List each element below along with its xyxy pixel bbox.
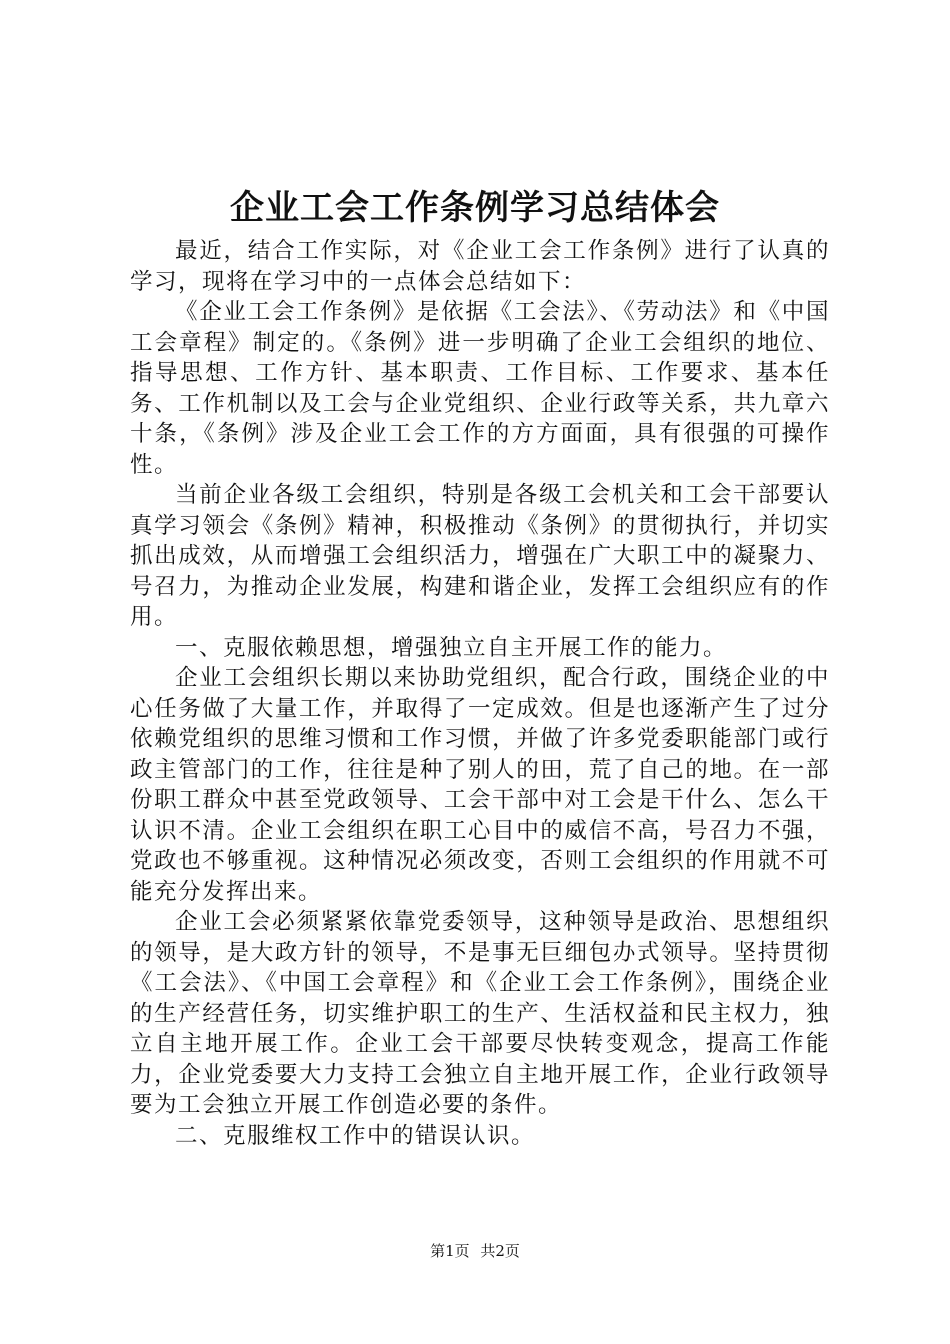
- page-footer: [0, 1241, 950, 1261]
- section-heading-1: 一、克服依赖思想，增强独立自主开展工作的能力。: [175, 634, 728, 661]
- section-heading-2: 二、克服维权工作中的错误认识。: [175, 1122, 536, 1149]
- paragraph-regulation-basis: 《企业工会工作条例》是依据《工会法》、《劳动法》和《中国工会章程》制定的。《条例》进一步明确了企业工会组织的地位、指导思想、工作方针、基本职责、工作目标、工作要求、基本任务、工作机制以及工会与企业党组织、企业行政等关系，共九章六十条，《条例》涉及企业工会工作的方方面面，具有很强的可操作性。: [130, 299, 830, 478]
- paragraph-party-leadership: 企业工会必须紧紧依靠党委领导，这种领导是政治、思想组织的领导，是大政方针的领导，不是事无巨细包办式领导。坚持贯彻《工会法》、《中国工会章程》和《企业工会工作条例》，围绕企业的生产经营任务，切实维护职工的生产、生活权益和民主权力，独立自主地开展工作。企业工会干部要尽快转变观念，提高工作能力，企业党委要大力支持工会独立自主地开展工作，企业行政领导要为工会独立开展工作创造必要的条件。: [130, 909, 830, 1118]
- document-title: 企业工会工作条例学习总结体会: [230, 188, 720, 228]
- page-total: 共2页: [480, 1242, 520, 1260]
- page-number: 第1页: [430, 1242, 470, 1260]
- paragraph-dependency-issue: 企业工会组织长期以来协助党组织，配合行政，围绕企业的中心任务做了大量工作，并取得了一定成效。但是也逐渐产生了过分依赖党组织的思维习惯和工作习惯，并做了许多党委职能部门或行政主管部门的工作，往往是种了别人的田，荒了自己的地。在一部份职工群众中甚至党政领导、工会干部中对工会是干什么、怎么干认识不清。企业工会组织在职工心目中的威信不高，号召力不强，党政也不够重视。这种情况必须改变，否则工会组织的作用就不可能充分发挥出来。: [130, 665, 830, 905]
- paragraph-current-task: 当前企业各级工会组织，特别是各级工会机关和工会干部要认真学习领会《条例》精神，积极推动《条例》的贯彻执行，并切实抓出成效，从而增强工会组织活力，增强在广大职工中的凝聚力、号召力，为推动企业发展，构建和谐企业，发挥工会组织应有的作用。: [130, 482, 830, 630]
- paragraph-intro: 最近，结合工作实际，对《企业工会工作条例》进行了认真的学习，现将在学习中的一点体会总结如下：: [130, 238, 830, 295]
- document-body: [130, 236, 830, 1151]
